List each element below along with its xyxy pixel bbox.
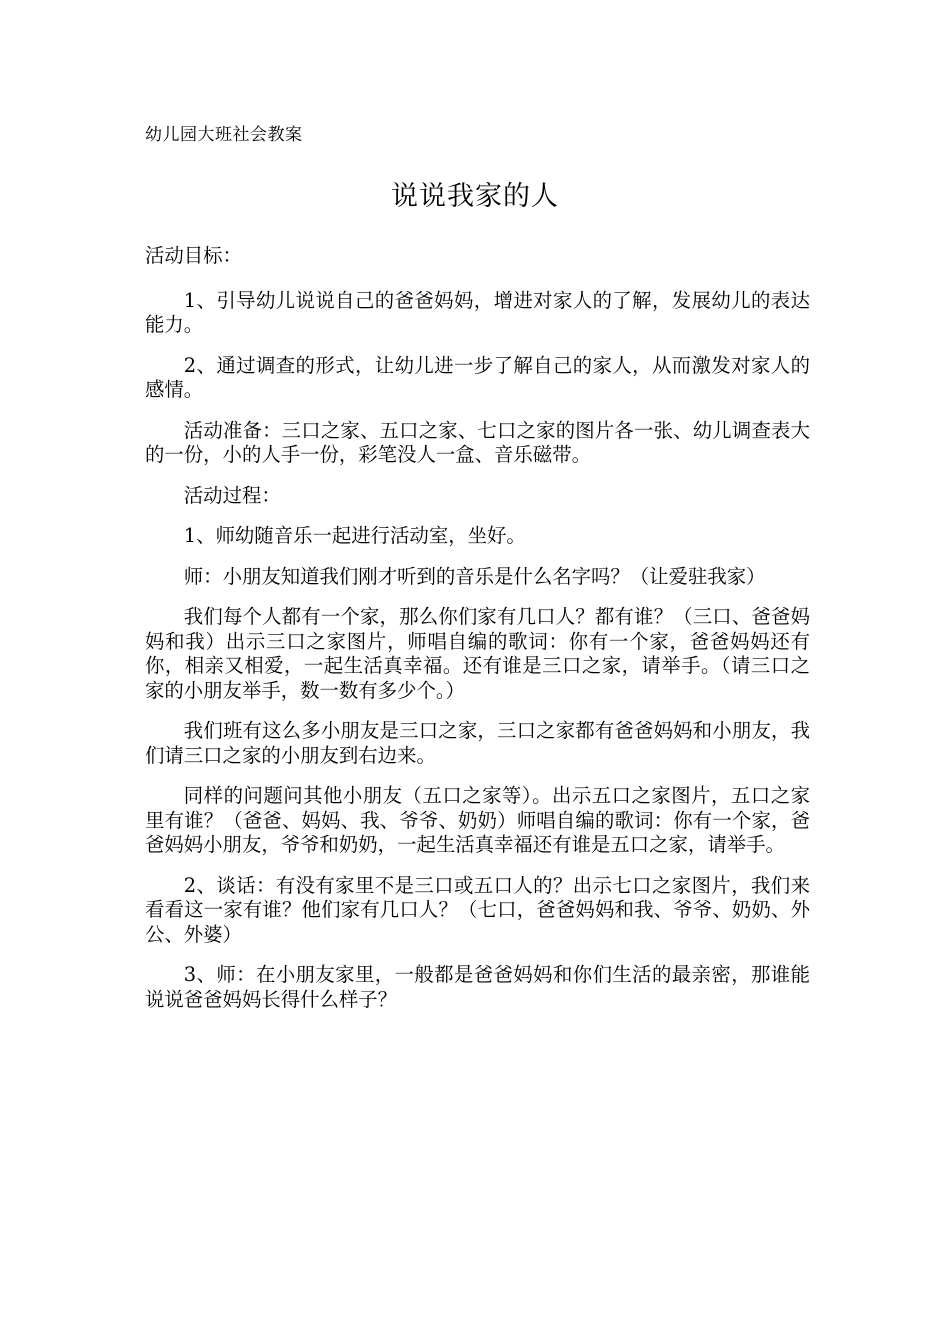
- document-title: 说说我家的人: [391, 181, 559, 212]
- paragraph: 我们每个人都有一个家，那么你们家有几口人？都有谁？（三口、爸爸妈妈和我）出示三口之家图片，师唱自编的歌词：你有一个家，爸爸妈妈还有你，相亲又相爱，一起生活真幸福。还有谁是三口之家，请举手。（请三口之家的小朋友举手，数一数有多少个。）: [145, 605, 810, 702]
- document-header: 幼儿园大班社会教案: [145, 125, 303, 145]
- paragraph: 1、引导幼儿说说自己的爸爸妈妈，增进对家人的了解，发展幼儿的表达能力。: [145, 288, 810, 336]
- paragraph: 2、通过调查的形式，让幼儿进一步了解自己的家人，从而激发对家人的感情。: [145, 353, 810, 401]
- section-heading-process: 活动过程：: [183, 483, 281, 507]
- paragraph: 师：小朋友知道我们刚才听到的音乐是什么名字吗？（让爱驻我家）: [183, 564, 766, 588]
- paragraph: 3、师：在小朋友家里，一般都是爸爸妈妈和你们生活的最亲密，那谁能说说爸爸妈妈长得什么样子？: [145, 963, 810, 1011]
- paragraph: 2、谈话：有没有家里不是三口或五口人的？出示七口之家图片，我们来看看这一家有谁？他们家有几口人？（七口，爸爸妈妈和我、爷爷、奶奶、外公、外婆）: [145, 873, 810, 946]
- section-heading-goals: 活动目标：: [145, 244, 242, 267]
- paragraph: 活动准备：三口之家、五口之家、七口之家的图片各一张、幼儿调查表大的一份，小的人手一份，彩笔没人一盒、音乐磁带。: [145, 418, 810, 466]
- paragraph: 1、师幼随音乐一起进行活动室，坐好。: [183, 524, 526, 547]
- paragraph: 同样的问题问其他小朋友（五口之家等）。出示五口之家图片，五口之家里有谁？（爸爸、妈妈、我、爷爷、奶奶）师唱自编的歌词：你有一个家，爸爸妈妈小朋友，爷爷和奶奶，一起生活真幸福还有谁是五口之家，请举手。: [145, 784, 810, 856]
- document-body: [145, 244, 810, 1028]
- paragraph: 我们班有这么多小朋友是三口之家，三口之家都有爸爸妈妈和小朋友，我们请三口之家的小朋友到右边来。: [145, 719, 810, 767]
